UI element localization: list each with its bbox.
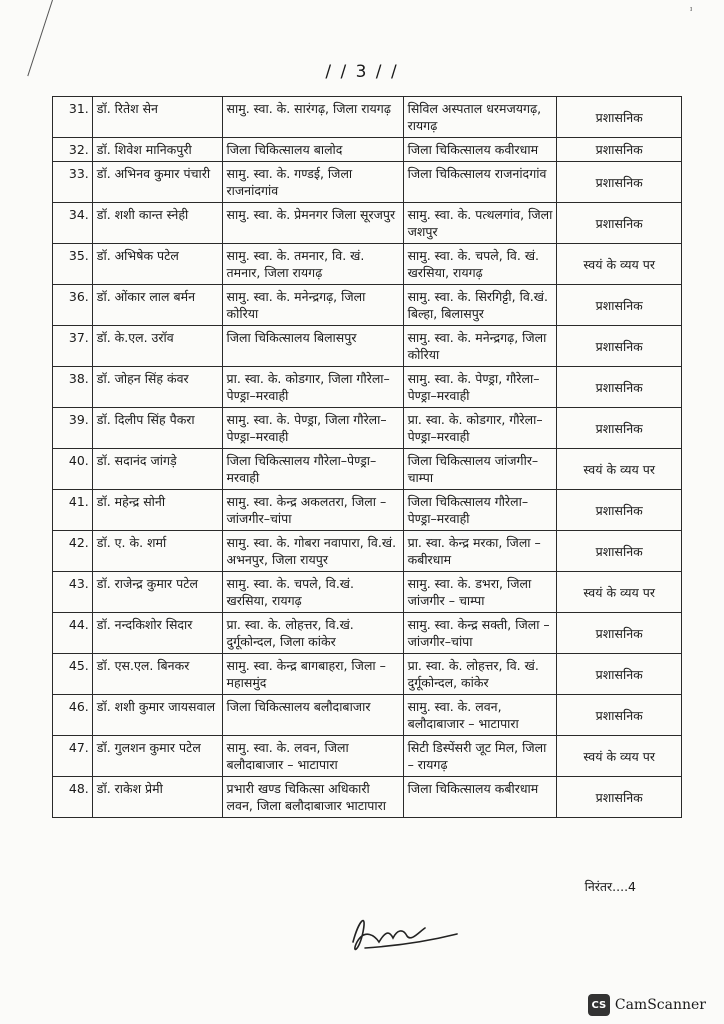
doctor-name: डॉ. ओंकार लाल बर्मन [92, 285, 222, 326]
doctor-name: डॉ. राकेश प्रेमी [92, 777, 222, 818]
serial-number: 36. [53, 285, 93, 326]
from-posting: जिला चिकित्सालय बालोद [222, 138, 403, 162]
to-posting: प्रा. स्वा. केन्द्र मरका, जिला – कबीरधाम [403, 531, 557, 572]
from-posting: सामु. स्वा. के. गोबरा नवापारा, वि.खं. अभनपुर, जिला रायपुर [222, 531, 403, 572]
serial-number: 42. [53, 531, 93, 572]
serial-number: 43. [53, 572, 93, 613]
table-row [53, 490, 682, 531]
transfer-reason: प्रशासनिक [557, 138, 682, 162]
transfer-reason: स्वयं के व्यय पर [557, 449, 682, 490]
table-row [53, 367, 682, 408]
doctor-name: डॉ. शशी कान्त स्नेही [92, 203, 222, 244]
doctor-name: डॉ. शिवेश मानिकपुरी [92, 138, 222, 162]
doctor-name: डॉ. दिलीप सिंह पैकरा [92, 408, 222, 449]
from-posting: जिला चिकित्सालय गौरेला–पेण्ड्रा–मरवाही [222, 449, 403, 490]
serial-number: 35. [53, 244, 93, 285]
from-posting: सामु. स्वा. के. गण्डई, जिला राजनांदगांव [222, 162, 403, 203]
from-posting: सामु. स्वा. के. पेण्ड्रा, जिला गौरेला–पेण्ड्रा–मरवाही [222, 408, 403, 449]
doctor-name: डॉ. शशी कुमार जायसवाल [92, 695, 222, 736]
transfer-reason: स्वयं के व्यय पर [557, 572, 682, 613]
transfer-reason: प्रशासनिक [557, 367, 682, 408]
page-number: / / 3 / / [325, 62, 399, 82]
table-row [53, 162, 682, 203]
to-posting: जिला चिकित्सालय कबीरधाम [403, 777, 557, 818]
to-posting: जिला चिकित्सालय गौरेला–पेण्ड्रा–मरवाही [403, 490, 557, 531]
from-posting: सामु. स्वा. के. प्रेमनगर जिला सूरजपुर [222, 203, 403, 244]
to-posting: सामु. स्वा. के. सिरगिट्टी, वि.खं. बिल्हा, बिलासपुर [403, 285, 557, 326]
from-posting: सामु. स्वा. केन्द्र अकलतरा, जिला – जांजगीर–चांपा [222, 490, 403, 531]
serial-number: 32. [53, 138, 93, 162]
to-posting: प्रा. स्वा. के. कोडगार, गौरेला–पेण्ड्रा–मरवाही [403, 408, 557, 449]
doctor-name: डॉ. अभिनव कुमार पंचारी [92, 162, 222, 203]
to-posting: जिला चिकित्सालय कवीरधाम [403, 138, 557, 162]
to-posting: सिटी डिस्पेंसरी जूट मिल, जिला – रायगढ़ [403, 736, 557, 777]
doctor-name: डॉ. एस.एल. बिनकर [92, 654, 222, 695]
table-row [53, 695, 682, 736]
table-row [53, 613, 682, 654]
table-row [53, 244, 682, 285]
serial-number: 41. [53, 490, 93, 531]
from-posting: सामु. स्वा. के. चपले, वि.खं. खरसिया, रायगढ़ [222, 572, 403, 613]
table-row [53, 97, 682, 138]
transfer-reason: प्रशासनिक [557, 531, 682, 572]
from-posting: सामु. स्वा. के. लवन, जिला बलौदाबाजार – भाटापारा [222, 736, 403, 777]
table-row [53, 531, 682, 572]
doctor-name: डॉ. रितेश सेन [92, 97, 222, 138]
to-posting: जिला चिकित्सालय राजनांदगांव [403, 162, 557, 203]
table-row [53, 326, 682, 367]
serial-number: 33. [53, 162, 93, 203]
to-posting: प्रा. स्वा. के. लोहत्तर, वि. खं. दुर्गूकोन्दल, कांकेर [403, 654, 557, 695]
serial-number: 46. [53, 695, 93, 736]
transfer-reason: स्वयं के व्यय पर [557, 736, 682, 777]
serial-number: 45. [53, 654, 93, 695]
transfer-reason: प्रशासनिक [557, 285, 682, 326]
serial-number: 44. [53, 613, 93, 654]
table-row [53, 449, 682, 490]
serial-number: 37. [53, 326, 93, 367]
doctor-name: डॉ. राजेन्द्र कुमार पटेल [92, 572, 222, 613]
table-row [53, 736, 682, 777]
to-posting: सामु. स्वा. के. पत्थलगांव, जिला जशपुर [403, 203, 557, 244]
transfer-reason: प्रशासनिक [557, 326, 682, 367]
transfer-reason: प्रशासनिक [557, 408, 682, 449]
camscanner-watermark [588, 994, 706, 1016]
doctor-name: डॉ. ए. के. शर्मा [92, 531, 222, 572]
table-row [53, 777, 682, 818]
doctor-name: डॉ. गुलशन कुमार पटेल [92, 736, 222, 777]
table-row [53, 138, 682, 162]
serial-number: 48. [53, 777, 93, 818]
from-posting: सामु. स्वा. के. मनेन्द्रगढ़, जिला कोरिया [222, 285, 403, 326]
doctor-name: डॉ. महेन्द्र सोनी [92, 490, 222, 531]
serial-number: 34. [53, 203, 93, 244]
from-posting: सामु. स्वा. के. तमनार, वि. खं. तमनार, जिला रायगढ़ [222, 244, 403, 285]
transfer-reason: प्रशासनिक [557, 777, 682, 818]
table-row [53, 285, 682, 326]
doctor-name: डॉ. अभिषेक पटेल [92, 244, 222, 285]
serial-number: 47. [53, 736, 93, 777]
transfer-reason: प्रशासनिक [557, 162, 682, 203]
camscanner-label: CamScanner [614, 997, 706, 1013]
doctor-name: डॉ. नन्दकिशोर सिदार [92, 613, 222, 654]
transfer-reason: प्रशासनिक [557, 490, 682, 531]
serial-number: 39. [53, 408, 93, 449]
to-posting: सामु. स्वा. के. लवन, बलौदाबाजार – भाटापारा [403, 695, 557, 736]
transfer-reason: प्रशासनिक [557, 613, 682, 654]
serial-number: 38. [53, 367, 93, 408]
from-posting: प्रा. स्वा. के. कोडगार, जिला गौरेला–पेण्ड्रा–मरवाही [222, 367, 403, 408]
transfer-reason: स्वयं के व्यय पर [557, 244, 682, 285]
transfer-table [52, 96, 682, 818]
continued-note: निरंतर....4 [584, 879, 636, 894]
transfer-reason: प्रशासनिक [557, 97, 682, 138]
table-row [53, 408, 682, 449]
doctor-name: डॉ. के.एल. उरॉव [92, 326, 222, 367]
doctor-name: डॉ. सदानंद जांगड़े [92, 449, 222, 490]
camscanner-logo-icon: CS [588, 994, 610, 1016]
from-posting: सामु. स्वा. केन्द्र बागबाहरा, जिला – महासमुंद [222, 654, 403, 695]
table-row [53, 203, 682, 244]
from-posting: जिला चिकित्सालय बिलासपुर [222, 326, 403, 367]
serial-number: 40. [53, 449, 93, 490]
to-posting: सामु. स्वा. के. चपले, वि. खं. खरसिया, रायगढ़ [403, 244, 557, 285]
from-posting: सामु. स्वा. के. सारंगढ़, जिला रायगढ़ [222, 97, 403, 138]
serial-number: 31. [53, 97, 93, 138]
from-posting: जिला चिकित्सालय बलौदाबाजार [222, 695, 403, 736]
to-posting: जिला चिकित्सालय जांजगीर–चाम्पा [403, 449, 557, 490]
transfer-reason: प्रशासनिक [557, 695, 682, 736]
to-posting: सामु. स्वा. के. मनेन्द्रगढ़, जिला कोरिया [403, 326, 557, 367]
signature [345, 902, 465, 962]
to-posting: सामु. स्वा. के. डभरा, जिला जांजगीर – चाम्पा [403, 572, 557, 613]
table-row [53, 572, 682, 613]
to-posting: सामु. स्वा. के. पेण्ड्रा, गौरेला–पेण्ड्रा–मरवाही [403, 367, 557, 408]
from-posting: प्रभारी खण्ड चिकित्सा अधिकारी लवन, जिला बलौदाबाजार भाटापारा [222, 777, 403, 818]
doctor-name: डॉ. जोहन सिंह कंवर [92, 367, 222, 408]
to-posting: सामु. स्वा. केन्द्र सक्ती, जिला – जांजगीर–चांपा [403, 613, 557, 654]
transfer-table-body [53, 97, 682, 818]
transfer-reason: प्रशासनिक [557, 654, 682, 695]
transfer-reason: प्रशासनिक [557, 203, 682, 244]
stray-mark: ᶦ [690, 6, 693, 17]
table-row [53, 654, 682, 695]
from-posting: प्रा. स्वा. के. लोहत्तर, वि.खं. दुर्गूकोन्दल, जिला कांकेर [222, 613, 403, 654]
to-posting: सिविल अस्पताल धरमजयगढ़, रायगढ़ [403, 97, 557, 138]
